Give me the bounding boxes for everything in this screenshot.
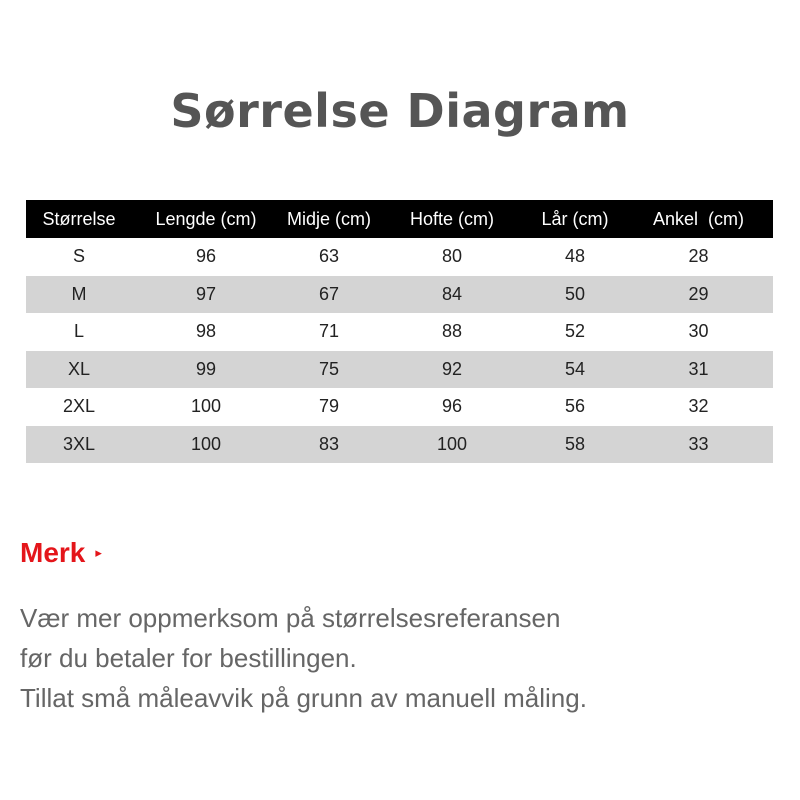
column-header: Hofte (cm) — [378, 200, 526, 238]
table-cell: 100 — [378, 426, 526, 464]
table-cell: 97 — [132, 276, 280, 314]
table-cell: 79 — [318, 396, 340, 417]
note-line: Tillat små måleavvik på grunn av manuell måling. — [20, 683, 587, 713]
table-cell: 100 — [132, 426, 280, 464]
column-header: Lengde (cm) — [132, 200, 280, 238]
table-cell: 33 — [624, 426, 773, 464]
table-cell: 88 — [441, 321, 463, 342]
table-cell: 83 — [280, 426, 378, 464]
size-chart-table — [26, 200, 773, 463]
column-header: Ankel (cm) — [624, 200, 773, 238]
table-row — [26, 276, 773, 314]
table-cell: S — [72, 246, 85, 267]
table-cell: 54 — [526, 351, 624, 389]
column-header: Størrelse — [26, 200, 132, 238]
table-cell: 92 — [378, 351, 526, 389]
table-cell: 71 — [318, 321, 340, 342]
table-row — [26, 351, 773, 389]
table-cell: 96 — [195, 246, 217, 267]
table-row — [26, 313, 773, 351]
table-cell: 29 — [624, 276, 773, 314]
table-cell: 2XL — [62, 396, 96, 417]
table-cell: 30 — [688, 321, 709, 342]
note-heading-label: Merk — [20, 537, 86, 568]
table-row — [26, 426, 773, 464]
note-line: før du betaler for bestillingen. — [20, 643, 357, 673]
table-cell: 63 — [318, 246, 340, 267]
column-header: Lår (cm) — [526, 200, 624, 238]
table-cell: 48 — [564, 246, 586, 267]
table-cell: 28 — [688, 246, 709, 267]
table-cell: L — [73, 321, 84, 342]
table-cell: M — [26, 276, 132, 314]
table-cell: XL — [26, 351, 132, 389]
table-cell: 75 — [280, 351, 378, 389]
table-cell: 67 — [280, 276, 378, 314]
table-cell: 99 — [132, 351, 280, 389]
arrow-right-icon: ▸ — [95, 545, 102, 560]
table-cell: 84 — [378, 276, 526, 314]
note-heading — [20, 537, 102, 569]
table-cell: 32 — [688, 396, 709, 417]
column-header: Midje (cm) — [280, 200, 378, 238]
table-cell: 52 — [564, 321, 586, 342]
table-cell: 96 — [441, 396, 463, 417]
table-cell: 98 — [195, 321, 217, 342]
table-cell: 50 — [526, 276, 624, 314]
table-cell: 100 — [190, 396, 222, 417]
table-cell: 31 — [624, 351, 773, 389]
page-title: Sørrelse Diagram — [170, 84, 630, 138]
note-line: Vær mer oppmerksom på størrelsesreferansen — [20, 603, 561, 633]
table-row — [26, 388, 773, 426]
table-cell: 3XL — [26, 426, 132, 464]
table-cell: 58 — [526, 426, 624, 464]
table-header-row — [26, 200, 773, 238]
table-cell: 80 — [441, 246, 463, 267]
table-cell: 56 — [564, 396, 586, 417]
table-row — [26, 238, 773, 276]
note-text — [20, 598, 587, 718]
